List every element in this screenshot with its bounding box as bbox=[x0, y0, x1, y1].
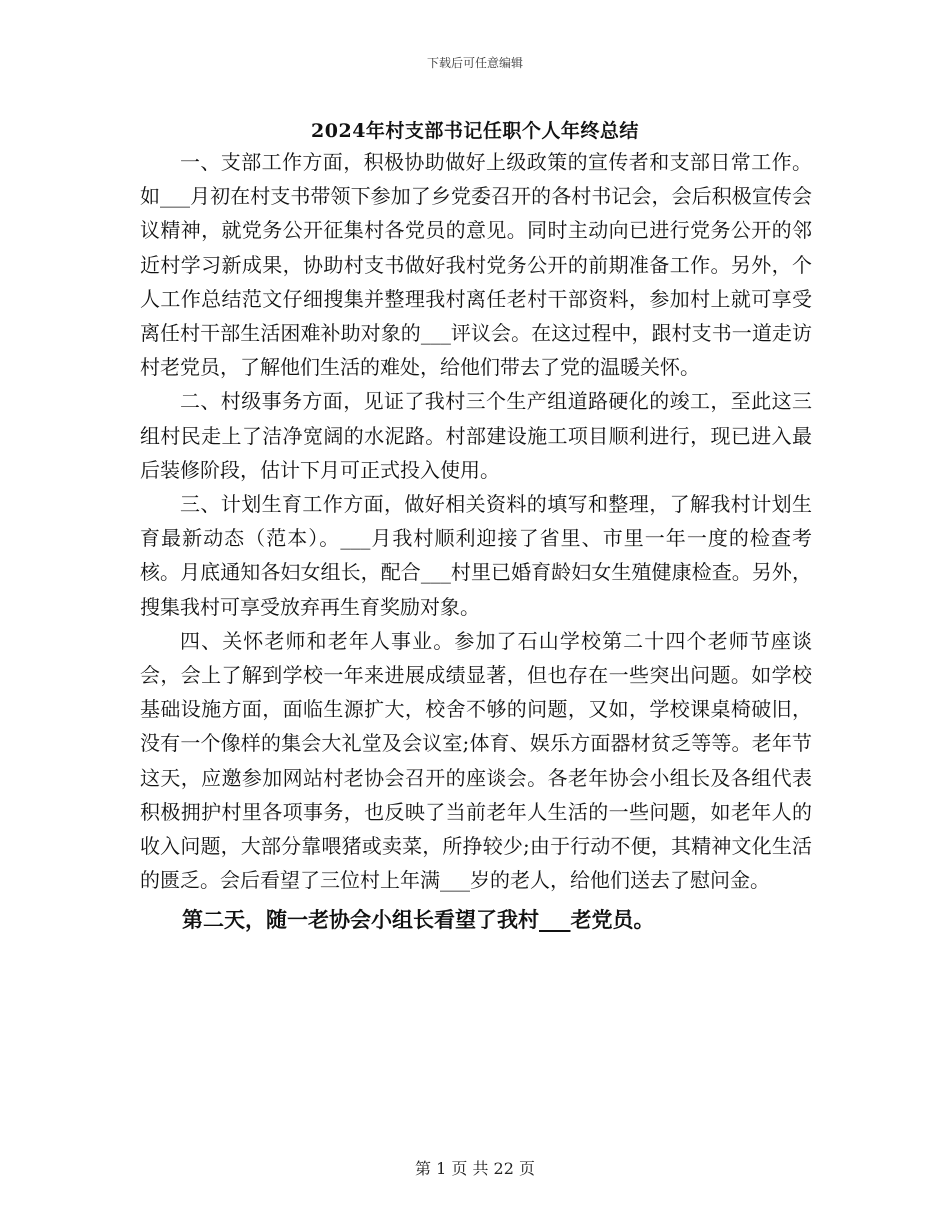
paragraph-family-planning: 三、计划生育工作方面，做好相关资料的填写和整理，了解我村计划生育最新动态（范本）。___月我村顺利迎接了省里、市里一年一度的检查考核。月底通知各妇女组长，配合___村里已婚育龄妇女生殖健康检查。另外，搜集我村可享受放弃再生育奖励对象。 bbox=[140, 492, 812, 619]
document-body bbox=[140, 145, 812, 938]
header-note: 下载后可任意编辑 bbox=[426, 56, 523, 70]
paragraph-teachers-and-elderly: 四、关怀老师和老年人事业。参加了石山学校第二十四个老师节座谈会，会上了解到学校一年来进展成绩显著，但也存在一些突出问题。如学校基础设施方面，面临生源扩大，校舍不够的问题，又如，学校课桌椅破旧，没有一个像样的集会大礼堂及会议室;体育、娱乐方面器材贫乏等等。老年节这天，应邀参加网站村老协会召开的座谈会。各老年协会小组长及各组代表积极拥护村里各项事务，也反映了当前老年人生活的一些问题，如老年人的收入问题，大部分靠喂猪或卖菜，所挣较少;由于行动不便，其精神文化生活的匮乏。会后看望了三位村上年满___岁的老人，给他们送去了慰问金。 bbox=[140, 628, 812, 893]
paragraph-village-affairs: 二、村级事务方面，见证了我村三个生产组道路硬化的竣工，至此这三组村民走上了洁净宽阔的水泥路。村部建设施工项目顺利进行，现已进入最后装修阶段，估计下月可正式投入使用。 bbox=[140, 389, 812, 482]
page-number: 第 1 页 共 22 页 bbox=[415, 1159, 535, 1178]
paragraph-party-branch-work: 一、支部工作方面，积极协助做好上级政策的宣传者和支部日常工作。如___月初在村支书带领下参加了乡党委召开的各村书记会，会后积极宣传会议精神，就党务公开征集村各党员的意见。同时主动向已进行党务公开的邻近村学习新成果，协助村支书做好我村党务公开的前期准备工作。另外，个人工作总结范文仔细搜集并整理我村离任老村干部资料，参加村上就可享受离任村干部生活困难补助对象的___评议会。在这过程中，跟村支书一道走访村老党员，了解他们生活的难处，给他们带去了党的温暖关怀。 bbox=[140, 150, 812, 380]
paragraph-second-day: 第二天，随一老协会小组长看望了我村___老党员。 bbox=[182, 907, 655, 933]
document-title: 2024年村支部书记任职个人年终总结 bbox=[311, 120, 639, 142]
